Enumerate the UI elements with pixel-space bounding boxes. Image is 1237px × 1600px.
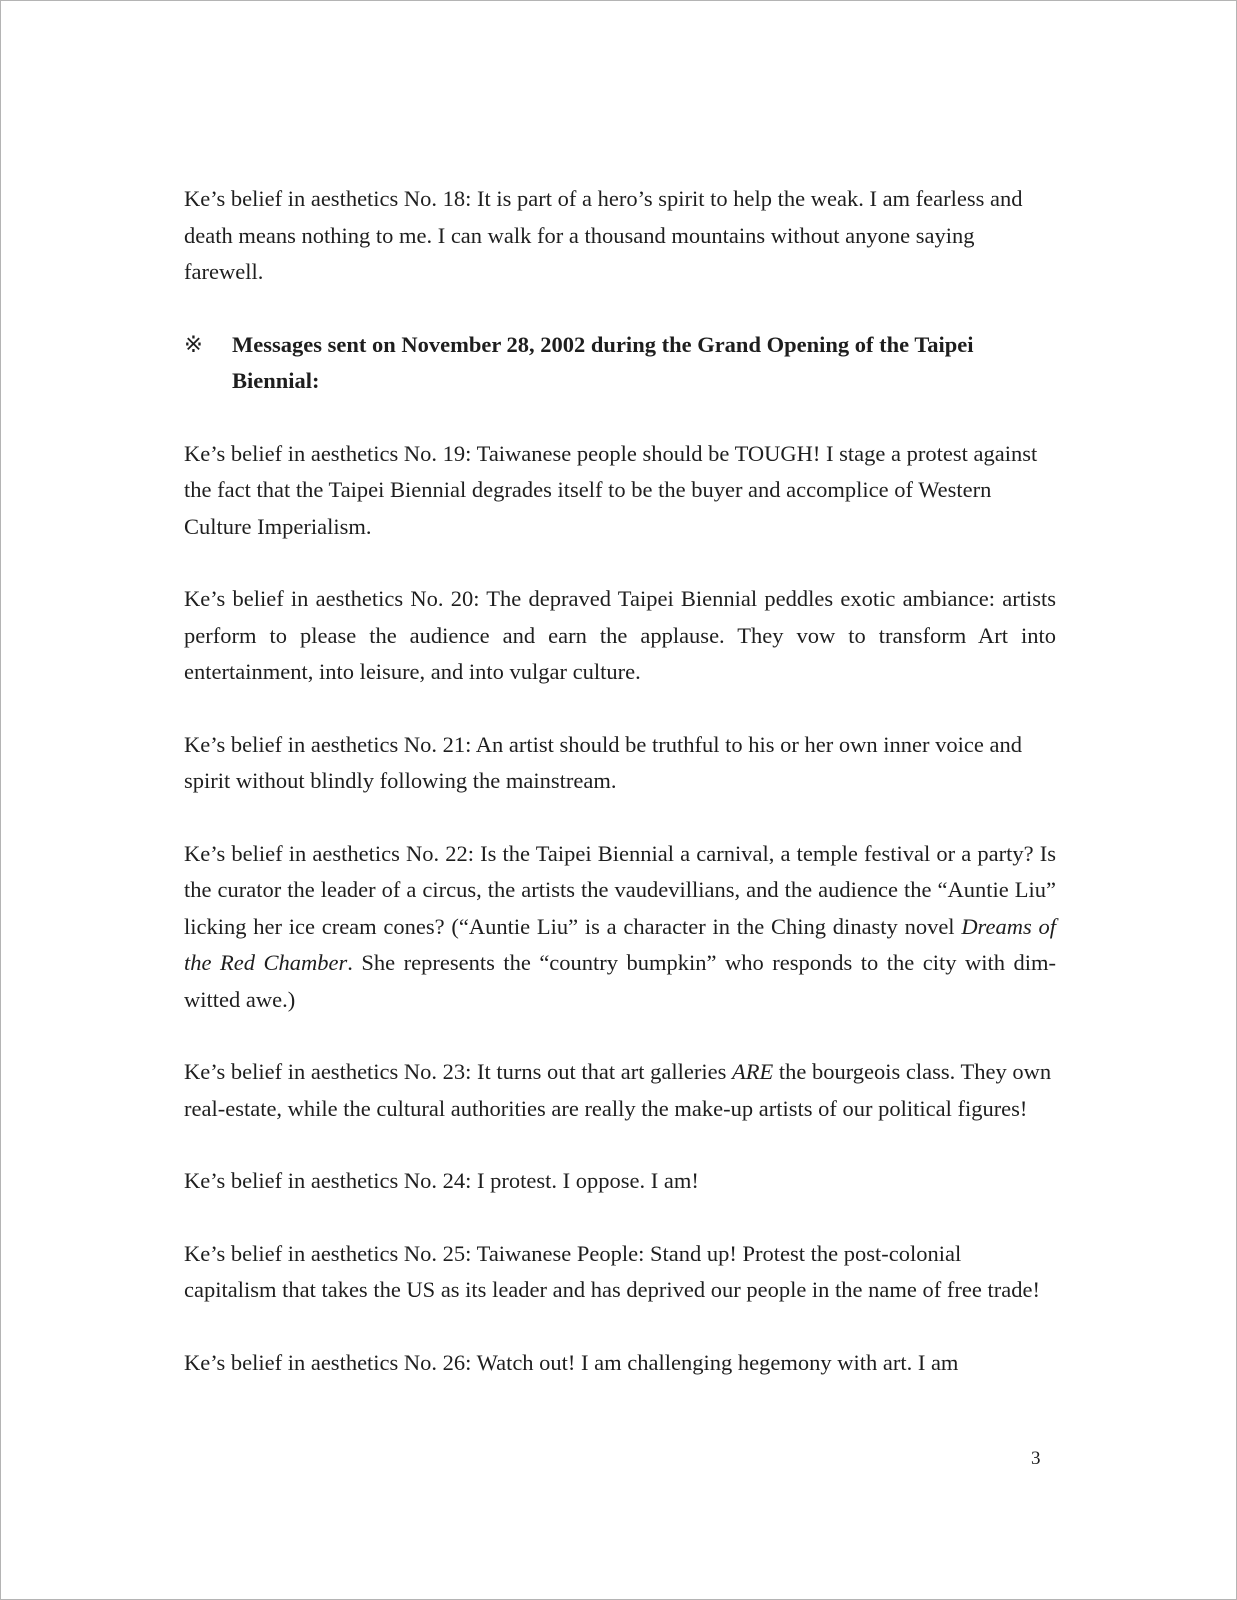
paragraph-text: Ke’s belief in aesthetics No. 23: It turns out that art galleries	[184, 1059, 732, 1084]
section-heading-text: Messages sent on November 28, 2002 during the Grand Opening of the Taipei Biennial:	[232, 331, 974, 393]
paragraph-text: the bourgeois class. They own real-estate, while the cultural authorities are really the make-up artists of our political figures!	[184, 1059, 1052, 1121]
paragraph-belief-22	[184, 836, 1056, 1019]
paragraph-belief-21: Ke’s belief in aesthetics No. 21: An artist should be truthful to his or her own inner voice and spirit without blindly following the mainstream.	[184, 731, 1022, 793]
page-content	[184, 181, 1056, 1417]
emphasis-text: ARE	[731, 1059, 774, 1084]
paragraph-belief-26: Ke’s belief in aesthetics No. 26: Watch out! I am challenging hegemony with art. I am	[184, 1349, 959, 1375]
reference-mark-icon: ※	[184, 331, 203, 357]
paragraph-belief-25: Ke’s belief in aesthetics No. 25: Taiwanese People: Stand up! Protest the post-colonial capitalism that takes the US as its leader and has deprived our people in the name of free trade!	[184, 1240, 1040, 1302]
page-number: 3	[1031, 1448, 1041, 1469]
section-heading	[184, 327, 1056, 400]
paragraph-belief-23	[184, 1054, 1056, 1127]
book-title: Dreams of the Red Chamber	[184, 913, 1056, 975]
paragraph-belief-18: Ke’s belief in aesthetics No. 18: It is part of a hero’s spirit to help the weak. I am fearless and death means nothing to me. I can walk for a thousand mountains without anyone saying farewell.	[184, 186, 1023, 284]
paragraph-text: Ke’s belief in aesthetics No. 22: Is the Taipei Biennial a carnival, a temple festival or a party? Is the curator the leader of a circus, the artists the vaudevillians, and the audience the “Auntie Liu” licking her ice cream cones? (“Auntie Liu” is a character in the Ching dinasty novel	[184, 840, 1056, 939]
paragraph-text: . She represents the “country bumpkin” who responds to the city with dim-witted awe.)	[184, 950, 1057, 1012]
paragraph-belief-20: Ke’s belief in aesthetics No. 20: The depraved Taipei Biennial peddles exotic ambiance: artists perform to please the audience and earn the applause. They vow to transform Art into entertainment, into leisure, and into vulgar culture.	[184, 586, 1056, 684]
paragraph-belief-24: Ke’s belief in aesthetics No. 24: I protest. I oppose. I am!	[184, 1168, 699, 1193]
paragraph-belief-19: Ke’s belief in aesthetics No. 19: Taiwanese people should be TOUGH! I stage a protest against the fact that the Taipei Biennial degrades itself to be the buyer and accomplice of Western Culture Imperialism.	[184, 440, 1038, 539]
